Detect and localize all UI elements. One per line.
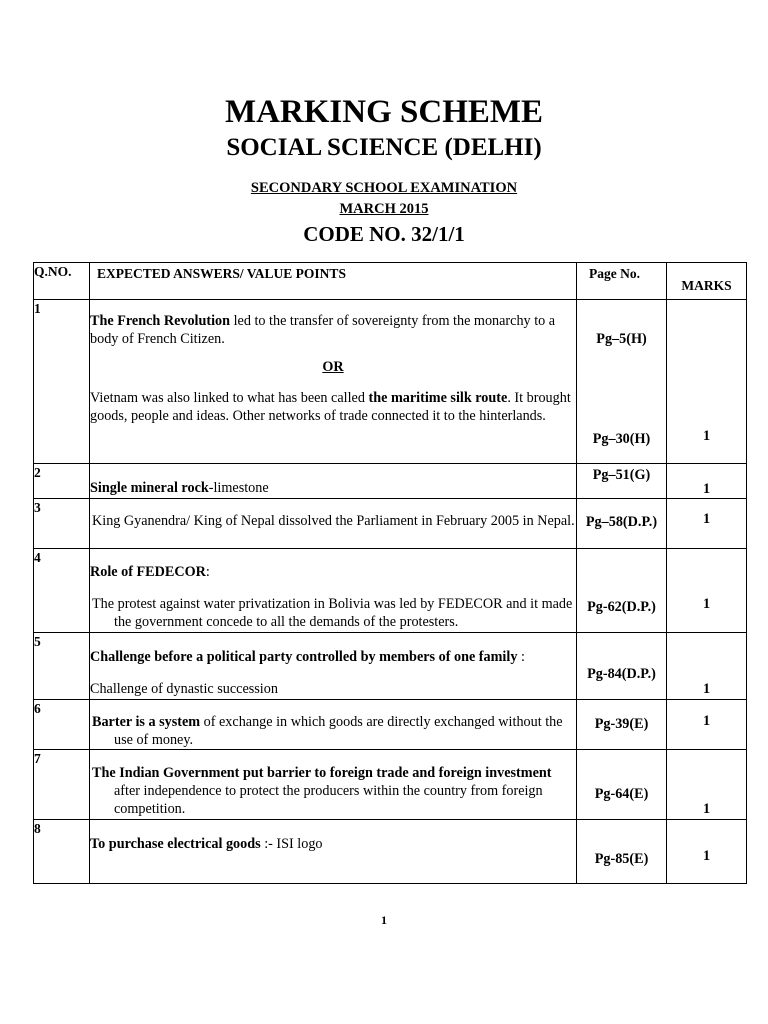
qno-cell: 3 <box>34 499 90 549</box>
answer-text-alt: Vietnam was also linked to what has been called the maritime silk route. It brought goods, people and ideas. Other networks of trade connected it to the hinterlands. <box>90 390 571 424</box>
page-ref: Pg–5(H) <box>596 331 647 347</box>
or-separator: OR <box>322 359 344 375</box>
answer-cell <box>90 549 577 633</box>
page-ref: Pg–51(G) <box>577 464 667 499</box>
page-ref: Pg-85(E) <box>577 820 667 884</box>
answer-text: The French Revolution led to the transfer of sovereignty from the monarchy to a body of French Citizen. <box>90 313 556 347</box>
code-number: CODE NO. 32/1/1 <box>303 222 465 246</box>
page-number: 1 <box>381 913 387 927</box>
answer-cell <box>90 499 577 549</box>
page-ref: Pg-39(E) <box>577 700 667 750</box>
header-marks: MARKS <box>667 263 747 300</box>
table-row <box>34 549 747 633</box>
answer-cell <box>90 300 577 464</box>
qno-cell: 1 <box>34 300 90 464</box>
exam-session: MARCH 2015 <box>339 201 429 217</box>
exam-name: SECONDARY SCHOOL EXAMINATION <box>250 180 518 196</box>
marks-cell <box>667 464 747 499</box>
table-row <box>34 750 747 820</box>
table-row <box>34 633 747 700</box>
marks-value: 1 <box>667 499 747 549</box>
answer-cell <box>90 464 577 499</box>
qno-cell: 5 <box>34 633 90 700</box>
answer-text: To purchase electrical goods :- ISI logo <box>90 836 323 852</box>
page-ref: Pg-62(D.P.) <box>577 549 667 633</box>
document-title: MARKING SCHEME <box>224 94 544 130</box>
marks-cell <box>667 300 747 464</box>
qno-cell: 2 <box>34 464 90 499</box>
marking-table <box>33 262 747 884</box>
qno-cell: 4 <box>34 549 90 633</box>
page-ref: Pg-84(D.P.) <box>577 633 667 700</box>
table-row <box>34 820 747 884</box>
table-row <box>34 300 747 464</box>
table-row <box>34 700 747 750</box>
marks-value: 1 <box>667 633 747 700</box>
page-ref: Pg-64(E) <box>577 750 667 820</box>
header-page: Page No. <box>577 263 667 300</box>
header-answers: EXPECTED ANSWERS/ VALUE POINTS <box>90 263 577 300</box>
answer-cell <box>90 700 577 750</box>
qno-cell: 7 <box>34 750 90 820</box>
answer-text: Barter is a system of exchange in which goods are directly exchanged without the use of money. <box>92 714 563 748</box>
marks-value: 1 <box>667 700 747 750</box>
answer-text: The protest against water privatization in Bolivia was led by FEDECOR and it made the government concede to all the demands of the protesters. <box>92 596 573 630</box>
table-row <box>34 464 747 499</box>
marks-value: 1 <box>667 549 747 633</box>
marks-value: 1 <box>702 481 711 497</box>
answer-text: Challenge of dynastic succession <box>90 681 278 697</box>
marks-value: 1 <box>702 428 711 444</box>
answer-cell <box>90 820 577 884</box>
marks-value: 1 <box>667 750 747 820</box>
page-ref: Pg–58(D.P.) <box>577 499 667 549</box>
page-cell <box>577 300 667 464</box>
page-ref-alt: Pg–30(H) <box>592 431 651 447</box>
answer-cell <box>90 750 577 820</box>
answer-text: King Gyanendra/ King of Nepal dissolved the Parliament in February 2005 in Nepal. <box>92 513 575 529</box>
answer-text: Single mineral rock-limestone <box>90 480 269 496</box>
qno-cell: 8 <box>34 820 90 884</box>
marks-value: 1 <box>667 820 747 884</box>
header-qno: Q.NO. <box>34 263 90 300</box>
answer-heading: Challenge before a political party controlled by members of one family : <box>90 649 525 665</box>
table-row <box>34 499 747 549</box>
qno-cell: 6 <box>34 700 90 750</box>
answer-cell <box>90 633 577 700</box>
answer-text: The Indian Government put barrier to foreign trade and foreign investment after independence to protect the producers within the country from foreign competition. <box>92 765 552 817</box>
table-header-row <box>34 263 747 300</box>
document-subtitle: SOCIAL SCIENCE (DELHI) <box>226 134 542 161</box>
answer-heading: Role of FEDECOR: <box>90 564 210 580</box>
